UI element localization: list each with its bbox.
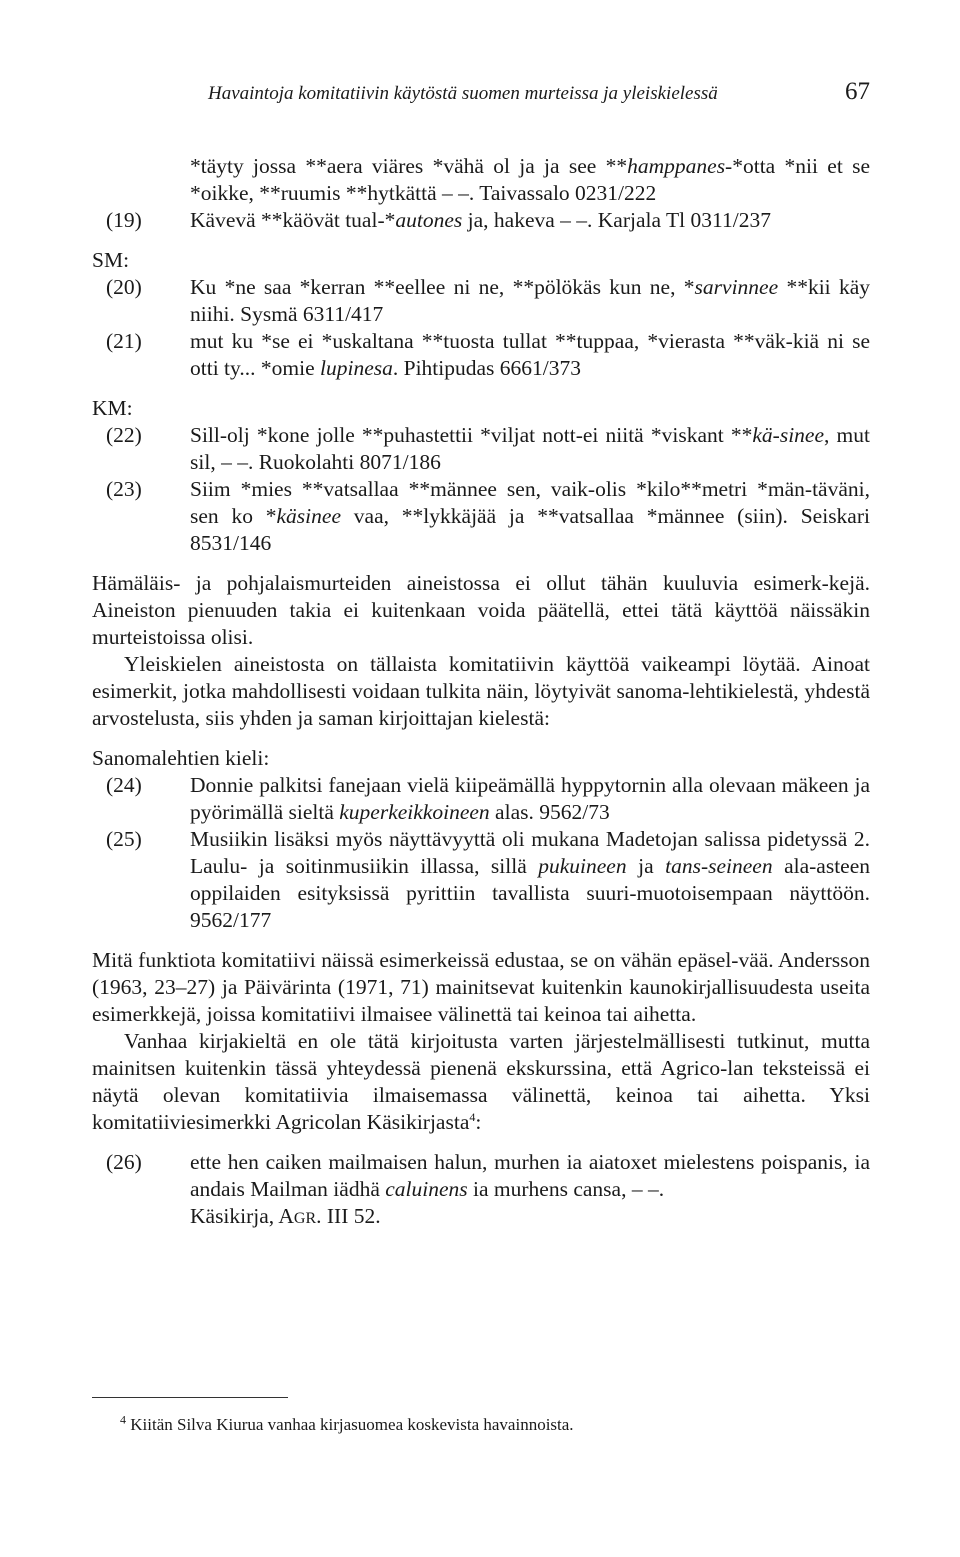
- example-19: [92, 207, 870, 234]
- example-number: (23): [106, 477, 142, 501]
- example-number: (21): [106, 329, 142, 353]
- example-text: ette hen caiken mailmaisen halun, murhen ia aiatoxet mielestens poispanis, ia andais Mailman iädhä caluinens ia murhens cansa, – –. Käsikirja, AGR. III 52.: [190, 1150, 870, 1228]
- example-text: Sill-olj *kone jolle **puhastettii *viljat nott-ei niitä *viskant **kä-sinee, mut sil, – –. Ruokolahti 8071/186: [190, 423, 871, 474]
- example-18-continuation: *täyty jossa **aera viäres *vähä ol ja ja see **hamppanes-*otta *nii et se *oikke, **ruumis **hytkättä – –. Taivassalo 0231/222: [190, 154, 871, 205]
- section-label-sm: SM:: [92, 248, 130, 272]
- example-22: [92, 422, 870, 476]
- example-text: Siim *mies **vatsallaa **männee sen, vaik-olis *kilo**metri *män-täväni, sen ko *käsinee vaa, **lykkäjää ja **vatsallaa *männee (siin). Seiskari 8531/146: [190, 477, 870, 555]
- page: [92, 78, 870, 1232]
- example-text: mut ku *se ei *uskaltana **tuosta tullat **tuppaa, *vierasta **väk-kiä ni se otti ty... *omie lupinesa. Pihtipudas 6661/373: [190, 329, 870, 380]
- section-label-newspaper: Sanomalehtien kieli:: [92, 746, 270, 770]
- footnote-mark: 4: [120, 1412, 126, 1427]
- example-number: (24): [106, 773, 142, 797]
- example-24: [92, 772, 870, 826]
- footnote-reference: 4: [469, 1109, 476, 1124]
- example-text: Ku *ne saa *kerran **eellee ni ne, **pölökäs kun ne, *sarvinnee **kii käy niihi. Sysmä 6311/417: [190, 275, 870, 326]
- running-head: Havaintoja komitatiivin käytöstä suomen murteissa ja yleiskielessä: [208, 83, 718, 104]
- example-text: Musiikin lisäksi myös näyttävyyttä oli mukana Madetojan salissa pidetyssä 2. Laulu- ja soitinmusiikin illassa, sillä pukuineen ja tans-seineen ala-asteen oppilaiden esityksissä pyrittiin tavallista suuri-muotoisempaan näyttöön. 9562/177: [190, 827, 870, 932]
- example-number: (20): [106, 275, 142, 299]
- example-23: [92, 476, 870, 557]
- footnote-divider: [92, 1397, 288, 1398]
- page-header: [92, 78, 870, 107]
- footnote: $^4$ Kiitän Silva Kiurua vanhaa kirjasuomea koskevista havainnoista.: [120, 1412, 574, 1434]
- page-number: 67: [845, 78, 870, 105]
- paragraph: Hämäläis- ja pohjalaismurteiden aineistossa ei ollut tähän kuuluvia esimerk-kejä. Aineiston pienuuden takia ei kuitenkaan voida päätellä, ettei tätä käyttöä näissäkin murteistoissa olisi.: [92, 571, 870, 649]
- example-20: [92, 274, 870, 328]
- section-label-km: KM:: [92, 396, 133, 420]
- example-26: [92, 1149, 870, 1232]
- paragraph: Mitä funktiota komitatiivi näissä esimerkeissä edustaa, se on vähän epäsel-vää. Andersson (1963, 23–27) ja Päivärinta (1971, 71) mainitsevat kuitenkin kaunokirjallisuudesta useita esimerkkejä, joissa komitatiivi ilmaisee välinettä tai keinoa tai aihetta.: [92, 948, 870, 1026]
- example-number: (26): [106, 1150, 142, 1174]
- example-21: [92, 328, 870, 382]
- paragraph: Yleiskielen aineistosta on tällaista komitatiivin käyttöä vaikeampi löytää. Ainoat esimerkit, jotka mahdollisesti voidaan tulkita näin, löytyivät sanoma-lehtikielestä, yhdestä arvostelusta, siis yhden ja saman kirjoittajan kielestä:: [92, 652, 870, 730]
- paragraph: Vanhaa kirjakieltä en ole tätä kirjoitusta varten järjestelmällisesti tutkinut, mutta mainitsen kuitenkin tässä yhteydessä pienenä ekskurssina, että Agrico-lan teksteissä ei näytä olevan komitatiivia ilmaisemassa välinettä, keinoa tai aihetta. Yksi komitatiiviesimerkki Agricolan Käsikirjasta$^4$:: [92, 1029, 870, 1134]
- example-number: (22): [106, 423, 142, 447]
- example-number: (19): [106, 208, 142, 232]
- example-25: [92, 826, 870, 934]
- example-number: (25): [106, 827, 142, 851]
- example-text: Kävevä **käövät tual-*autones ja, hakeva – –. Karjala Tl 0311/237: [190, 208, 771, 232]
- example-text: Donnie palkitsi fanejaan vielä kiipeämällä hyppytornin alla olevaan mäkeen ja pyörimällä sieltä kuperkeikkoineen alas. 9562/73: [190, 773, 870, 824]
